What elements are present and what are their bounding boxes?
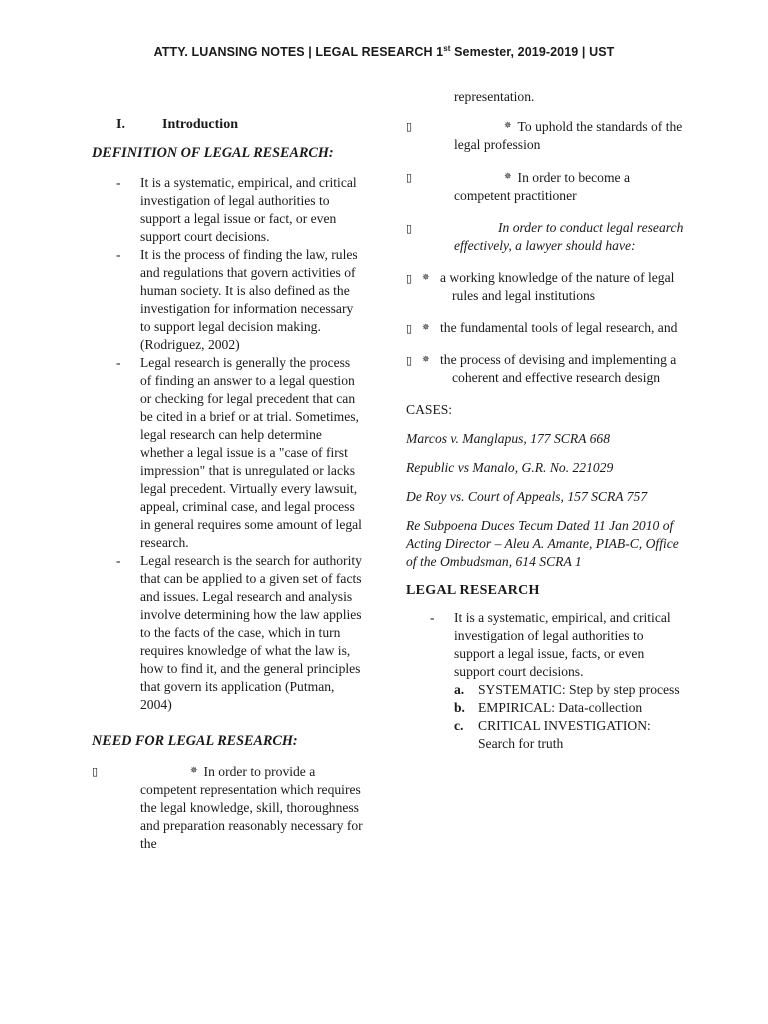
legal-research-heading: LEGAL RESEARCH	[406, 583, 540, 598]
dash-marker: -	[116, 175, 121, 190]
list-item-text: It is a systematic, empirical, and critical investigation of legal authorities to support a legal issue or fact, or even support court decisions.	[140, 175, 357, 244]
page-header	[0, 44, 768, 59]
have-item-text: the fundamental tools of legal research, and	[440, 320, 678, 335]
star-bullet-icon: ✵	[422, 355, 430, 365]
box-bullet-icon: ▯	[92, 765, 99, 778]
box-bullet-icon: ▯	[406, 322, 413, 335]
sub-item-text: SYSTEMATIC: Step by step process	[478, 682, 680, 697]
legal-research-text: It is a systematic, empirical, and critical investigation of legal authorities to support a legal issue, facts, or even support court decisions.	[454, 610, 671, 679]
list-item	[92, 174, 372, 246]
need-item	[406, 168, 686, 205]
sub-list-item	[454, 717, 686, 753]
dash-marker: -	[116, 355, 121, 370]
have-item-text: the process of devising and implementing a coherent and effective research design	[440, 352, 677, 385]
right-column	[406, 88, 686, 753]
list-item-text: Legal research is the search for authority that can be applied to a given set of facts and issues. Legal research and analysis involve determining how the law applies to the facts of the case, which in turn requires knowledge of what the law is, how to find it, and the general principles that govern its application (Putman, 2004)	[140, 553, 362, 712]
sub-item-text: CRITICAL INVESTIGATION: Search for truth	[478, 718, 651, 751]
need-item-text: In order to provide a competent representation which requires the legal knowledge, skill, thoroughness and preparation reasonably necessary for the	[140, 764, 363, 851]
section-title: Introduction	[162, 117, 238, 132]
dash-marker: -	[116, 553, 121, 568]
list-item	[92, 246, 372, 354]
box-bullet-icon: ▯	[406, 354, 413, 367]
case-citation: Republic vs Manalo, G.R. No. 221029	[406, 460, 614, 475]
star-bullet-icon: ✵	[504, 172, 512, 182]
dash-marker: -	[116, 247, 121, 262]
legal-research-item	[406, 609, 686, 753]
case-citation: De Roy vs. Court of Appeals, 157 SCRA 757	[406, 489, 648, 504]
continuation-text: representation.	[454, 89, 535, 104]
sub-list-item	[454, 681, 686, 699]
sub-item-text: EMPIRICAL: Data-collection	[478, 700, 643, 715]
definition-heading: DEFINITION OF LEGAL RESEARCH:	[92, 145, 334, 161]
sub-item-label: c.	[454, 718, 464, 733]
star-bullet-icon: ✵	[190, 766, 198, 776]
need-item-text: To uphold the standards of the legal profession	[454, 119, 683, 152]
case-citation: Marcos v. Manglapus, 177 SCRA 668	[406, 431, 611, 446]
header-semester: Semester, 2019-2019 | UST	[450, 45, 615, 60]
box-bullet-icon: ▯	[406, 171, 413, 184]
dash-marker: -	[430, 610, 435, 625]
conduct-intro-text: In order to conduct legal research effectively, a lawyer should have:	[454, 220, 684, 253]
have-item	[406, 319, 686, 337]
need-item	[92, 762, 372, 853]
left-column	[92, 114, 372, 853]
section-heading-intro	[116, 116, 372, 134]
sub-item-label: a.	[454, 682, 465, 697]
list-item	[92, 354, 372, 552]
header-superscript: st	[443, 44, 451, 53]
section-number: I.	[116, 117, 125, 132]
box-bullet-icon: ▯	[406, 120, 413, 133]
list-item	[92, 552, 372, 714]
legal-research-sublist	[454, 681, 686, 753]
need-heading: NEED FOR LEGAL RESEARCH:	[92, 733, 298, 749]
star-bullet-icon: ✵	[504, 121, 512, 131]
box-bullet-icon: ▯	[406, 272, 413, 285]
cases-heading: CASES:	[406, 402, 453, 417]
have-item	[406, 269, 686, 305]
need-item-text: In order to become a competent practitioner	[454, 170, 631, 203]
star-bullet-icon: ✵	[422, 273, 430, 283]
sub-list-item	[454, 699, 686, 717]
need-item	[406, 117, 686, 154]
list-item-text: It is the process of finding the law, rules and regulations that govern activities of human society. It is also defined as the investigation for information necessary to support legal decision making. (Rodriguez, 2002)	[140, 247, 358, 352]
sub-item-label: b.	[454, 700, 465, 715]
conduct-intro	[406, 219, 686, 255]
case-citation: Re Subpoena Duces Tecum Dated 11 Jan 2010 of Acting Director – Aleu A. Amante, PIAB-C, Office of the Ombudsman, 614 SCRA 1	[406, 518, 679, 569]
header-title: ATTY. LUANSING NOTES | LEGAL RESEARCH 1	[153, 45, 444, 60]
definition-list	[92, 174, 372, 714]
star-bullet-icon: ✵	[422, 323, 430, 333]
have-item	[406, 351, 686, 387]
have-item-text: a working knowledge of the nature of legal rules and legal institutions	[440, 270, 675, 303]
list-item-text: Legal research is generally the process of finding an answer to a legal question or checking for legal precedent that can be cited in a brief or at trial. Sometimes, legal research can help determine whether a legal issue is a "case of first impression" that is unregulated or lacks legal precedent. Virtually every lawsuit, appeal, criminal case, and legal process in general requires some amount of legal research.	[140, 355, 362, 550]
box-bullet-icon: ▯	[406, 222, 413, 235]
